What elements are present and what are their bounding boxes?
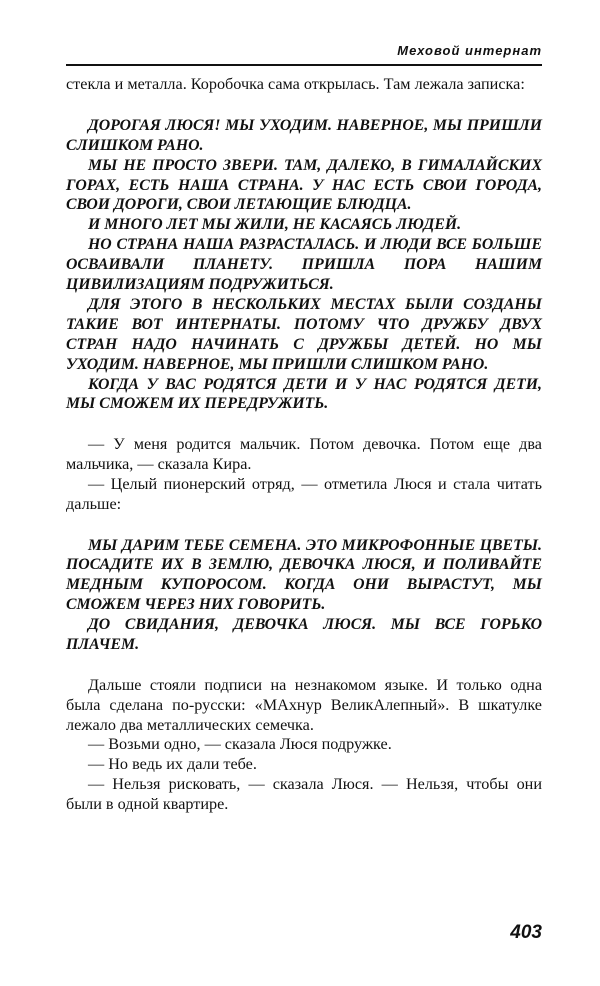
dialogue-line: — Но ведь их дали тебе. — [88, 755, 257, 774]
dialogue-line: — У меня родится мальчик. Потом девочка. Потом еще два мальчика, — сказала Кира. — [66, 435, 542, 474]
letter-paragraph: ДО СВИДАНИЯ, ДЕВОЧКА ЛЮСЯ. МЫ ВСЕ ГОРЬКО ПЛАЧЕМ. — [66, 616, 542, 654]
letter-paragraph: МЫ ДАРИМ ТЕБЕ СЕМЕНА. ЭТО МИКРОФОННЫЕ ЦВЕТЫ. ПОСАДИТЕ ИХ В ЗЕМЛЮ, ДЕВОЧКА ЛЮСЯ, И ПОЛИВАЙТЕ МЕДНЫМ КУПОРОСОМ. КОГДА ОНИ ВЫРАСТУТ, МЫ СМОЖЕМ ЧЕРЕЗ НИХ ГОВОРИТЬ. — [66, 536, 542, 614]
dialogue-line: — Возьми одно, — сказала Люся подружке. — [88, 735, 392, 754]
letter-paragraph: НО СТРАНА НАША РАЗРАСТАЛАСЬ. И ЛЮДИ ВСЕ БОЛЬШЕ ОСВАИВАЛИ ПЛАНЕТУ. ПРИШЛА ПОРА НАШИМ ЦИВИЛИЗАЦИЯМ ПОДРУЖИТЬСЯ. — [66, 236, 542, 294]
letter-block-2 — [66, 536, 542, 655]
page-header — [66, 42, 542, 66]
closing-block — [66, 676, 542, 815]
letter-paragraph: ДЛЯ ЭТОГО В НЕСКОЛЬКИХ МЕСТАХ БЫЛИ СОЗДАНЫ ТАКИЕ ВОТ ИНТЕРНАТЫ. ПОТОМУ ЧТО ДРУЖБУ ДВУХ СТРАН НАДО НАЧИНАТЬ С ДРУЖБЫ ДЕТЕЙ. НО МЫ УХОДИМ. НАВЕРНОЕ, МЫ ПРИШЛИ СЛИШКОМ РАНО. — [66, 295, 542, 373]
paragraph: стекла и металла. Коробочка сама открылась. Там лежала записка: — [66, 75, 525, 93]
page-number: 403 — [510, 922, 542, 943]
dialogue-line: — Целый пионерский отряд, — отметила Люся и стала читать дальше: — [66, 474, 542, 513]
letter-paragraph: ДОРОГАЯ ЛЮСЯ! МЫ УХОДИМ. НАВЕРНОЕ, МЫ ПРИШЛИ СЛИШКОМ РАНО. — [66, 116, 542, 154]
letter-paragraph: КОГДА У ВАС РОДЯТСЯ ДЕТИ И У НАС РОДЯТСЯ ДЕТИ, МЫ СМОЖЕМ ИХ ПЕРЕДРУЖИТЬ. — [66, 375, 542, 413]
paragraph: Дальше стояли подписи на незнакомом языке. И только одна была сделана по-русски: «МАхнур ВеликАлепный». В шкатулке лежало два металлических семечка. — [66, 676, 542, 734]
letter-paragraph: И МНОГО ЛЕТ МЫ ЖИЛИ, НЕ КАСАЯСЬ ЛЮДЕЙ. — [88, 216, 462, 234]
letter-paragraph: МЫ НЕ ПРОСТО ЗВЕРИ. ТАМ, ДАЛЕКО, В ГИМАЛАЙСКИХ ГОРАХ, ЕСТЬ НАША СТРАНА. У НАС ЕСТЬ СВОИ ГОРОДА, СВОИ ДОРОГИ, СВОИ ЛЕТАЮЩИЕ БЛЮДЦА. — [66, 156, 542, 214]
page-body — [66, 75, 542, 815]
dialogue-block-1 — [66, 435, 542, 514]
running-head: Меховой интернат — [397, 43, 542, 58]
letter-block-1 — [66, 116, 542, 415]
dialogue-line: — Нельзя рисковать, — сказала Люся. — Нельзя, чтобы они были в одной квартире. — [66, 775, 542, 813]
